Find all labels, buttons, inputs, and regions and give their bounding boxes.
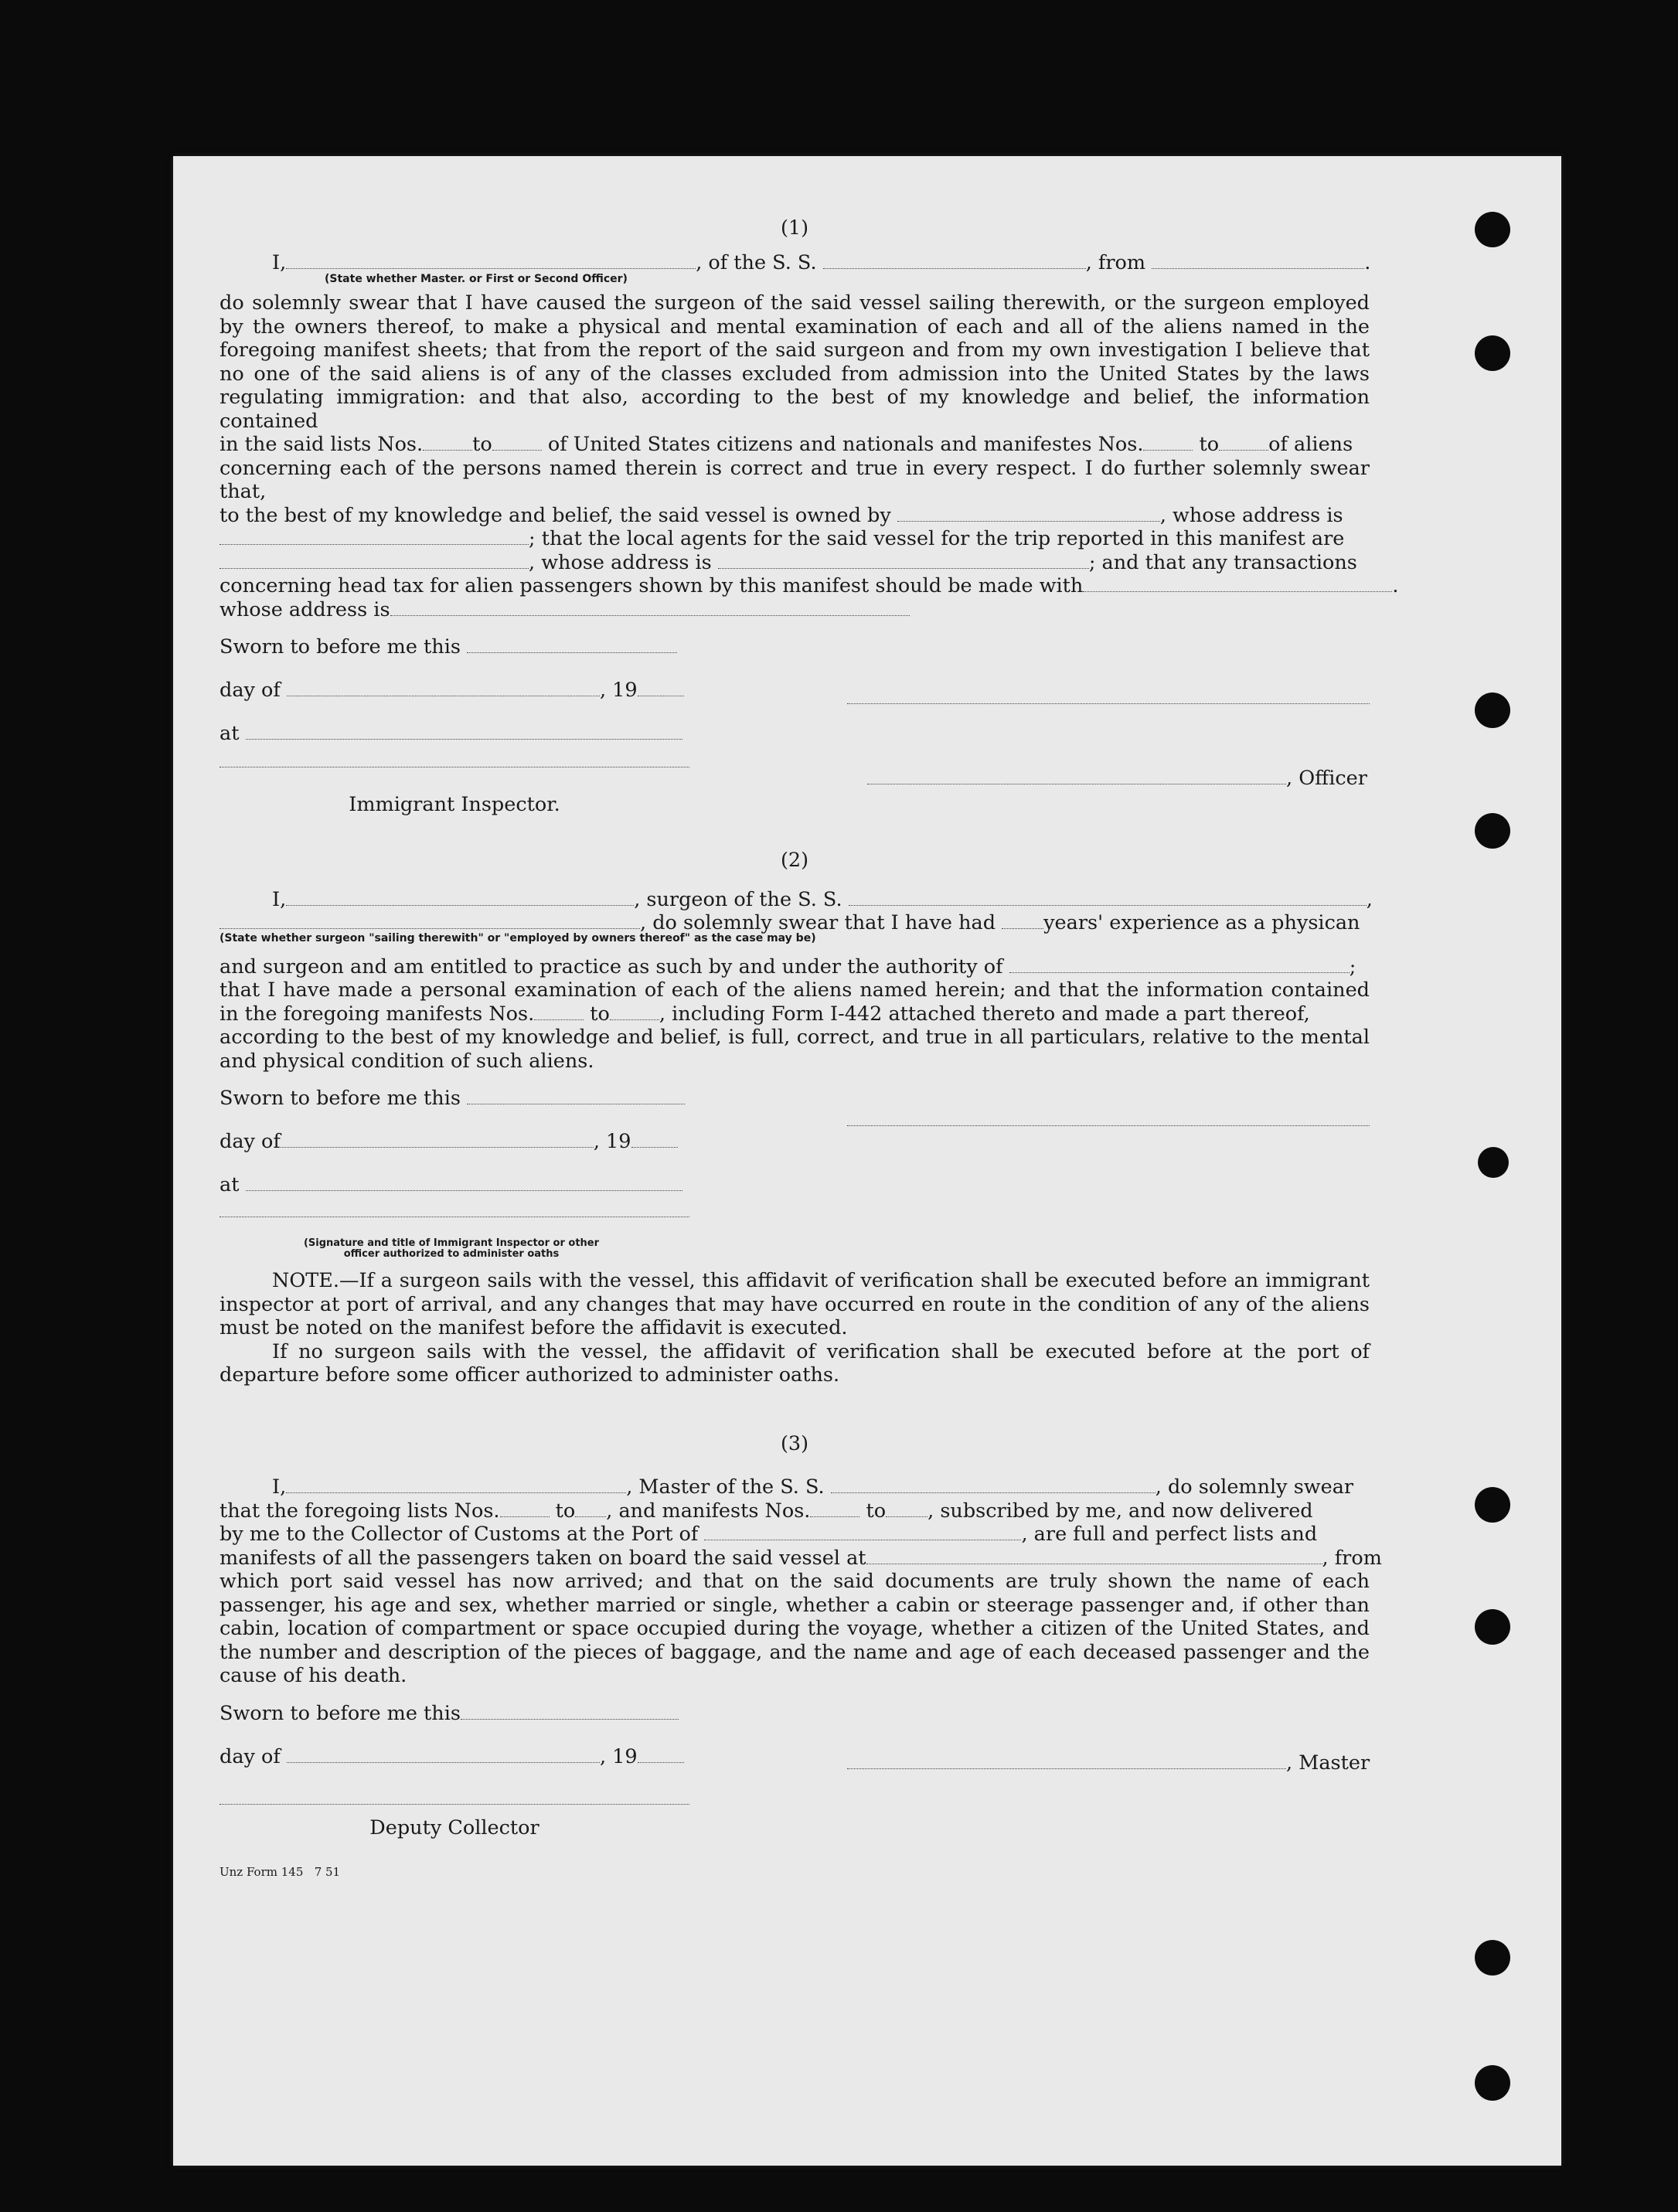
- section-3-number: (3): [780, 1431, 809, 1455]
- port-line: by me to the Collector of Customs at the Port of , are full and perfect lists and: [220, 1523, 1318, 1546]
- headtax-contact-field[interactable]: [1083, 574, 1392, 592]
- s2-manifest-to-field[interactable]: [610, 1002, 659, 1020]
- note-paragraph-2: If no surgeon sails with the vessel, the affidavit of verification shall be executed before at the port of departure before some officer authorized to administer oaths.: [220, 1339, 1370, 1387]
- sworn-year-field[interactable]: [638, 679, 684, 696]
- officer-name-field[interactable]: [286, 251, 696, 269]
- surgeon-name-field[interactable]: [286, 888, 634, 906]
- section-1-signatures: Sworn to before me this day of , 19 at , Officer Immigrant Inspector.: [220, 635, 1370, 821]
- immigrant-inspector-label: Immigrant Inspector.: [349, 793, 560, 816]
- section-1-body2: concerning each of the persons named therein is correct and true in every respect. I do further solemnly swear that,: [220, 456, 1370, 503]
- manifest-no-to-field[interactable]: [1219, 433, 1268, 451]
- headtax-address-field[interactable]: [390, 598, 910, 616]
- punch-hole: [1475, 813, 1510, 849]
- punch-hole: [1475, 1487, 1510, 1523]
- of-ss-label: , of the S. S.: [696, 250, 817, 274]
- master-line: I, , Master of the S. S. , do solemnly swear: [272, 1475, 1354, 1499]
- officer-note: (State whether Master. or First or Second Officer): [325, 273, 628, 285]
- authority-field[interactable]: [1009, 955, 1350, 973]
- master-name-field[interactable]: [286, 1475, 626, 1493]
- owner-field[interactable]: [897, 504, 1160, 522]
- section-3-body: which port said vessel has now arrived; and that on the said documents are truly shown the name of each passenger, his age and sex, whether married or single, whether a cabin or steerage passenger and, if other than cabin, location of compartment or space occupied during the voyage, whether a citizen of the United States, and the number and description of the pieces of baggage, and the name and age of each deceased passenger and the cause of his death.: [220, 1570, 1370, 1687]
- lists-line: in the said lists Nos. to of United States citizens and nationals and manifestes Nos. to of aliens: [220, 433, 1353, 456]
- officer-name-line[interactable]: [867, 767, 1286, 784]
- punch-hole: [1478, 1147, 1509, 1178]
- surgeon-vessel-field[interactable]: [849, 888, 1367, 906]
- list-no-to-field[interactable]: [492, 433, 542, 451]
- owned-line: to the best of my knowledge and belief, the said vessel is owned by , whose address is: [220, 503, 1343, 527]
- master-signature-line[interactable]: [847, 1751, 1286, 1769]
- surgeon-note: (State whether surgeon "sailing therewith" or "employed by owners thereof" as the case may be): [220, 931, 816, 944]
- s3-lists-line: that the foregoing lists Nos. to , and manifests Nos. to , subscribed by me, and now delivered: [220, 1499, 1313, 1523]
- s3-list-to-field[interactable]: [575, 1499, 606, 1517]
- agents-field[interactable]: [220, 551, 529, 569]
- s3-sworn-month-field[interactable]: [287, 1745, 600, 1763]
- section-2-number: (2): [780, 849, 809, 872]
- list-no-from-field[interactable]: [423, 433, 472, 451]
- from-port-field[interactable]: [1152, 251, 1364, 269]
- s3-manifest-from-field[interactable]: [810, 1499, 859, 1517]
- punch-hole: [1475, 335, 1510, 371]
- punch-hole: [1475, 2065, 1510, 2101]
- s2-sworn-place-field[interactable]: [246, 1173, 682, 1191]
- sworn-month-field[interactable]: [287, 679, 600, 696]
- years-experience-field[interactable]: [1002, 911, 1043, 929]
- manifests-line: in the foregoing manifests Nos. to , including Form I-442 attached thereto and made a part thereof,: [220, 1002, 1310, 1026]
- section-3-signatures: Sworn to before me this day of , 19 , Master Deputy Collector: [220, 1701, 1370, 1839]
- s2-sworn-year-field[interactable]: [631, 1130, 678, 1148]
- agents-line: ; that the local agents for the said vessel for the trip reported in this manifest are: [220, 527, 1370, 551]
- sworn-place-field[interactable]: [246, 722, 682, 740]
- experience-line: , do solemnly swear that I have had years' experience as a physican: [220, 911, 1370, 935]
- officer-signature-line[interactable]: [847, 703, 1370, 704]
- agents-address-field[interactable]: [718, 551, 1089, 569]
- form-number: Unz Form 145 7 51: [220, 1864, 341, 1879]
- authority-line: and surgeon and am entitled to practice as such by and under the authority of ;: [220, 955, 1356, 978]
- s3-vessel-field[interactable]: [831, 1475, 1156, 1493]
- surgeon-signature-line[interactable]: [847, 1125, 1370, 1126]
- s2-sworn-month-field[interactable]: [281, 1130, 594, 1148]
- s3-sworn-year-field[interactable]: [638, 1745, 684, 1763]
- s3-list-from-field[interactable]: [500, 1499, 550, 1517]
- from-label: , from: [1085, 250, 1146, 274]
- headtax-address-line: whose address is: [220, 598, 1370, 622]
- section-1-intro-line: I, , of the S. S. , from .: [272, 250, 1371, 274]
- surgeon-line: I, , surgeon of the S. S. ,: [272, 887, 1373, 911]
- section-1-number: (1): [780, 216, 809, 240]
- embark-port-field[interactable]: [866, 1547, 1322, 1564]
- surgeon-status-field[interactable]: [220, 911, 640, 929]
- agents-address-line: , whose address is ; and that any transactions: [220, 551, 1370, 575]
- headtax-line: concerning head tax for alien passengers shown by this manifest should be made with: [220, 574, 1370, 598]
- deputy-signature-line[interactable]: [220, 1804, 689, 1805]
- punch-hole: [1475, 1609, 1510, 1645]
- section-2-signatures: Sworn to before me this day of , 19 at (Signature and title of Immigrant Inspector or other officer authorized to administer oaths: [220, 1087, 1370, 1269]
- form-content: (1) I, , of the S. S. , from . (State whether Master. or First or Second Officer) do solemnly swear that I have caused the surgeon of the said vessel sailing therewith, or the surgeon employed by the owners thereof, to make a physical and mental examination of each and all of the aliens named in the foregoing manifest sheets; that from the report of the said surgeon and from my own investigation I believe that no one of the said aliens is of any of the classes excluded from admission into the United States by the laws regulating immigration: and that also, according to the best of my knowledge and belief, the information contained in the said lists Nos. to of United States citizens and nationals and manifestes Nos. to of aliens concerning each of the persons named therein is correct and true in every respect. I do further solemnly swear that, to the best of my knowledge and belief, the said vessel is owned by , whose address is ; that the local agents for the said vessel for the trip reported in this manifest are , whose address is ; and that any transactions concerning head tax for alien passengers shown by this manifest should be made with whose address is Sworn to before me this day of , 19 at , Officer Immigrant Inspector. (2) I, , surgeon of the S. S. , , do solemnly swear that I have had years' experience as a physican (State whether surgeon "sailing therewith" or "employed by owners thereof" as the case may be) and surgeon and am entitled to practice as such by and under the authority of ; that I have made a personal examination of each of the aliens named herein; and that the information contained in the foregoing manifests Nos. to , including Form I-442 attached thereto and made a part thereof, according to the best of my knowledge and belief, is full, correct, and true in all particulars, relative to the mental and physical condition of such aliens. Sworn to before me this day of , 19 at (Signature and title of Immigrant Inspector or other officer authorized to administer oaths NOTE.—If a surgeon sails with the vessel, this affidavit of verification shall be executed before an immigrant inspector at port of arrival, and any changes that may have occurred en route in the condition of any of the aliens must be noted on the manifest before the affidavit is executed. If no surgeon sails with the vessel, the affidavit of verification shall be executed before at the port of departure before some officer authorized to administer oaths. (3) I, , Master of the S. S. , do solemnly swear that the foregoing lists Nos. to , and manifests Nos. to , subscribed by me, and now delivered by me to the Collector of Customs at the Port of , are full and perfect lists and manifests of all the passengers taken on board the said vessel at , from which port said vessel has now arrived; and that on the said documents are truly shown the name of each passenger, his age and sex, whether married or single, whether a cabin or steerage passenger and, if other than cabin, location of compartment or space occupied during the voyage, whether a citizen of the United States, and the number and description of the pieces of baggage, and the name and age of each deceased passenger and the cause of his death. Sworn to before me this day of , 19 , Master Deputy Collector Unz Form 145 7 51: [220, 216, 1370, 1878]
- punch-hole: [1475, 212, 1510, 247]
- s3-manifest-to-field[interactable]: [886, 1499, 927, 1517]
- port-field[interactable]: [704, 1523, 1021, 1540]
- punch-hole: [1475, 693, 1510, 728]
- punch-hole: [1475, 1940, 1510, 1975]
- s3-sworn-day-field[interactable]: [461, 1702, 679, 1720]
- s2-manifest-from-field[interactable]: [534, 1002, 584, 1020]
- i-label: I,: [272, 250, 287, 274]
- s2-signature-note: (Signature and title of Immigrant Inspector or other officer authorized to administer oaths: [303, 1237, 600, 1260]
- section-1-body: do solemnly swear that I have caused the surgeon of the said vessel sailing therewith, or the surgeon employed by the owners thereof, to make a physical and mental examination of each and all of the aliens named in the foregoing manifest sheets; that from the report of the said surgeon and from my own investigation I believe that no one of the said aliens is of any of the classes excluded from admission into the United States by the laws regulating immigration: and that also, according to the best of my knowledge and belief, the information contained: [220, 291, 1370, 433]
- board-line: manifests of all the passengers taken on board the said vessel at , from: [220, 1546, 1382, 1570]
- sworn-day-field[interactable]: [467, 635, 677, 653]
- manifest-no-from-field[interactable]: [1143, 433, 1193, 451]
- s2-sworn-day-field[interactable]: [467, 1087, 685, 1104]
- vessel-name-field[interactable]: [823, 251, 1086, 269]
- note-paragraph-1: NOTE.—If a surgeon sails with the vessel, this affidavit of verification shall be executed before an immigrant inspector at port of arrival, and any changes that may have occurred en route in the condition of any of the aliens must be noted on the manifest before the affidavit is executed.: [220, 1269, 1370, 1339]
- deputy-collector-label: Deputy Collector: [369, 1816, 539, 1839]
- owner-address-field[interactable]: [220, 527, 529, 545]
